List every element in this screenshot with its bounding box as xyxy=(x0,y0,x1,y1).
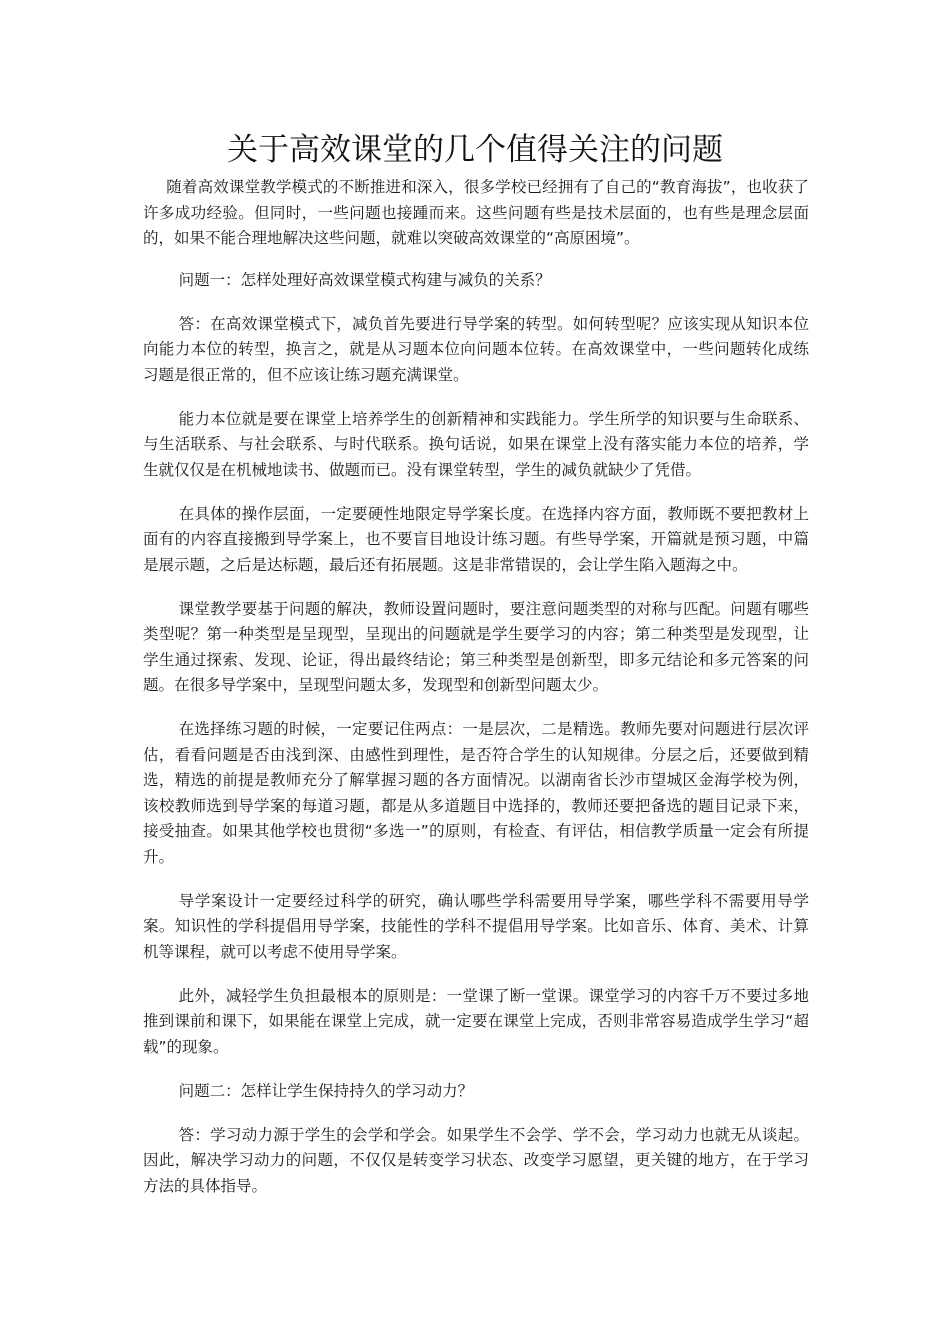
document-title: 关于高效课堂的几个值得关注的问题 xyxy=(227,132,723,168)
body-paragraph: 在具体的操作层面，一定要硬性地限定导学案长度。在选择内容方面，教师既不要把教材上面有的内容直接搬到导学案上，也不要盲目地设计练习题。有些导学案，开篇就是预习题，中篇是展示题，之后是达标题，最后还有拓展题。这是非常错误的，会让学生陷入题海之中。 xyxy=(143,504,809,574)
intro-paragraph: 随着高效课堂教学模式的不断推进和深入，很多学校已经拥有了自己的“教育海拔”，也收获了许多成功经验。但同时，一些问题也接踵而来。这些问题有些是技术层面的，也有些是理念层面的，如果不能合理地解决这些问题，就难以突破高效课堂的“高原困境”。 xyxy=(143,178,809,247)
body-paragraph: 此外，减轻学生负担最根本的原则是：一堂课了断一堂课。课堂学习的内容千万不要过多地推到课前和课下，如果能在课堂上完成，就一定要在课堂上完成，否则非常容易造成学生学习“超载”的现象。 xyxy=(143,986,809,1056)
body-paragraph: 能力本位就是要在课堂上培养学生的创新精神和实践能力。学生所学的知识要与生命联系、与生活联系、与社会联系、与时代联系。换句话说，如果在课堂上没有落实能力本位的培养，学生就仅仅是在机械地读书、做题而已。没有课堂转型，学生的减负就缺少了凭借。 xyxy=(143,409,809,479)
body-paragraph: 在选择练习题的时候，一定要记住两点：一是层次，二是精选。教师先要对问题进行层次评估，看看问题是否由浅到深、由感性到理性，是否符合学生的认知规律。分层之后，还要做到精选，精选的前提是教师充分了解掌握习题的各方面情况。以湖南省长沙市望城区金海学校为例，该校教师选到导学案的每道习题，都是从多道题目中选择的，教师还要把备选的题目记录下来，接受抽查。如果其他学校也贯彻“多选一”的原则，有检查、有评估，相信教学质量一定会有所提升。 xyxy=(143,720,809,866)
body-paragraph: 课堂教学要基于问题的解决，教师设置问题时，要注意问题类型的对称与匹配。问题有哪些类型呢？第一种类型是呈现型，呈现出的问题就是学生要学习的内容；第二种类型是发现型，让学生通过探索、发现、论证，得出最终结论；第三种类型是创新型，即多元结论和多元答案的问题。在很多导学案中，呈现型问题太多，发现型和创新型问题太少。 xyxy=(143,599,809,694)
question-two-heading: 问题二：怎样让学生保持持久的学习动力？ xyxy=(178,1081,474,1100)
answer-one-paragraph: 答：在高效课堂模式下，减负首先要进行导学案的转型。如何转型呢？应该实现从知识本位向能力本位的转型，换言之，就是从习题本位向问题本位转。在高效课堂中，一些问题转化成练习题是很正常的，但不应该让练习题充满课堂。 xyxy=(143,314,809,384)
body-paragraph: 导学案设计一定要经过科学的研究，确认哪些学科需要用导学案，哪些学科不需要用导学案。知识性的学科提倡用导学案，技能性的学科不提倡用导学案。比如音乐、体育、美术、计算机等课程，就可以考虑不使用导学案。 xyxy=(143,891,809,961)
document-body xyxy=(143,175,809,1218)
question-one-heading: 问题一：怎样处理好高效课堂模式构建与减负的关系？ xyxy=(178,270,551,289)
answer-two-paragraph: 答：学习动力源于学生的会学和学会。如果学生不会学、学不会，学习动力也就无从谈起。因此，解决学习动力的问题，不仅仅是转变学习状态、改变学习愿望，更关键的地方，在于学习方法的具体指导。 xyxy=(143,1125,809,1195)
